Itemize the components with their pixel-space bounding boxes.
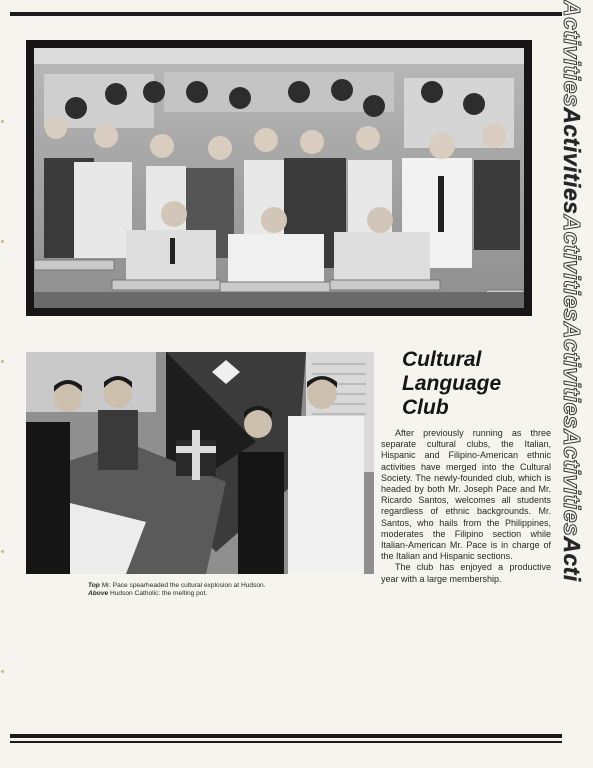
article-paragraph-2: The club has enjoyed a productive year with a large membership. [381, 562, 551, 584]
side-banner-segment-2: Activities [559, 107, 585, 215]
article-paragraph-1: After previously running as three separate cultural clubs, the Italian, Hispanic and Filipino-American ethnic activities have merged into the Cultural Society. The newly-founded club, which is headed by both Mr. Joseph Pace and Mr. Ricardo Santos, welcomes all students regardless of ethnic backgrounds. Mr. Santos, who hails from the Philippines, moderates the Filipino section while Italian-American Mr. Pace is in charge of the Italian and Hispanic sections. [381, 428, 551, 562]
top-rule [10, 12, 562, 16]
top-group-photo [26, 40, 532, 316]
headline-line-1: Cultural [402, 348, 482, 371]
bottom-rule-thin [10, 741, 562, 743]
article-body [381, 428, 551, 585]
caption-above-label: Above [88, 590, 109, 598]
side-banner-text [558, 0, 585, 582]
caption-top-label: Top [88, 582, 100, 589]
caption-above [88, 590, 368, 598]
side-banner [552, 0, 592, 768]
headline-line-2: Language [402, 372, 502, 395]
caption-above-text: Hudson Catholic: the melting pot. [110, 590, 208, 598]
article-headline [402, 348, 552, 420]
group-photo-image [34, 48, 524, 308]
side-banner-segment-6: Acti [559, 536, 585, 582]
margin-binding-dots [0, 30, 6, 730]
side-banner-segment-5: Activities [559, 429, 585, 537]
flag-photo-image [26, 352, 374, 574]
side-banner-segment-4: Activities [559, 321, 585, 430]
photo-captions [88, 582, 368, 598]
bottom-flag-photo [26, 352, 374, 574]
bottom-rule [10, 734, 562, 738]
side-banner-segment-1: Activities [559, 0, 585, 108]
caption-top [88, 582, 368, 590]
caption-top-text: Mr. Pace spearheaded the cultural explosion at Hudson. [101, 582, 266, 589]
side-banner-segment-3: Activities [559, 214, 585, 322]
headline-line-3: Club [402, 396, 449, 419]
